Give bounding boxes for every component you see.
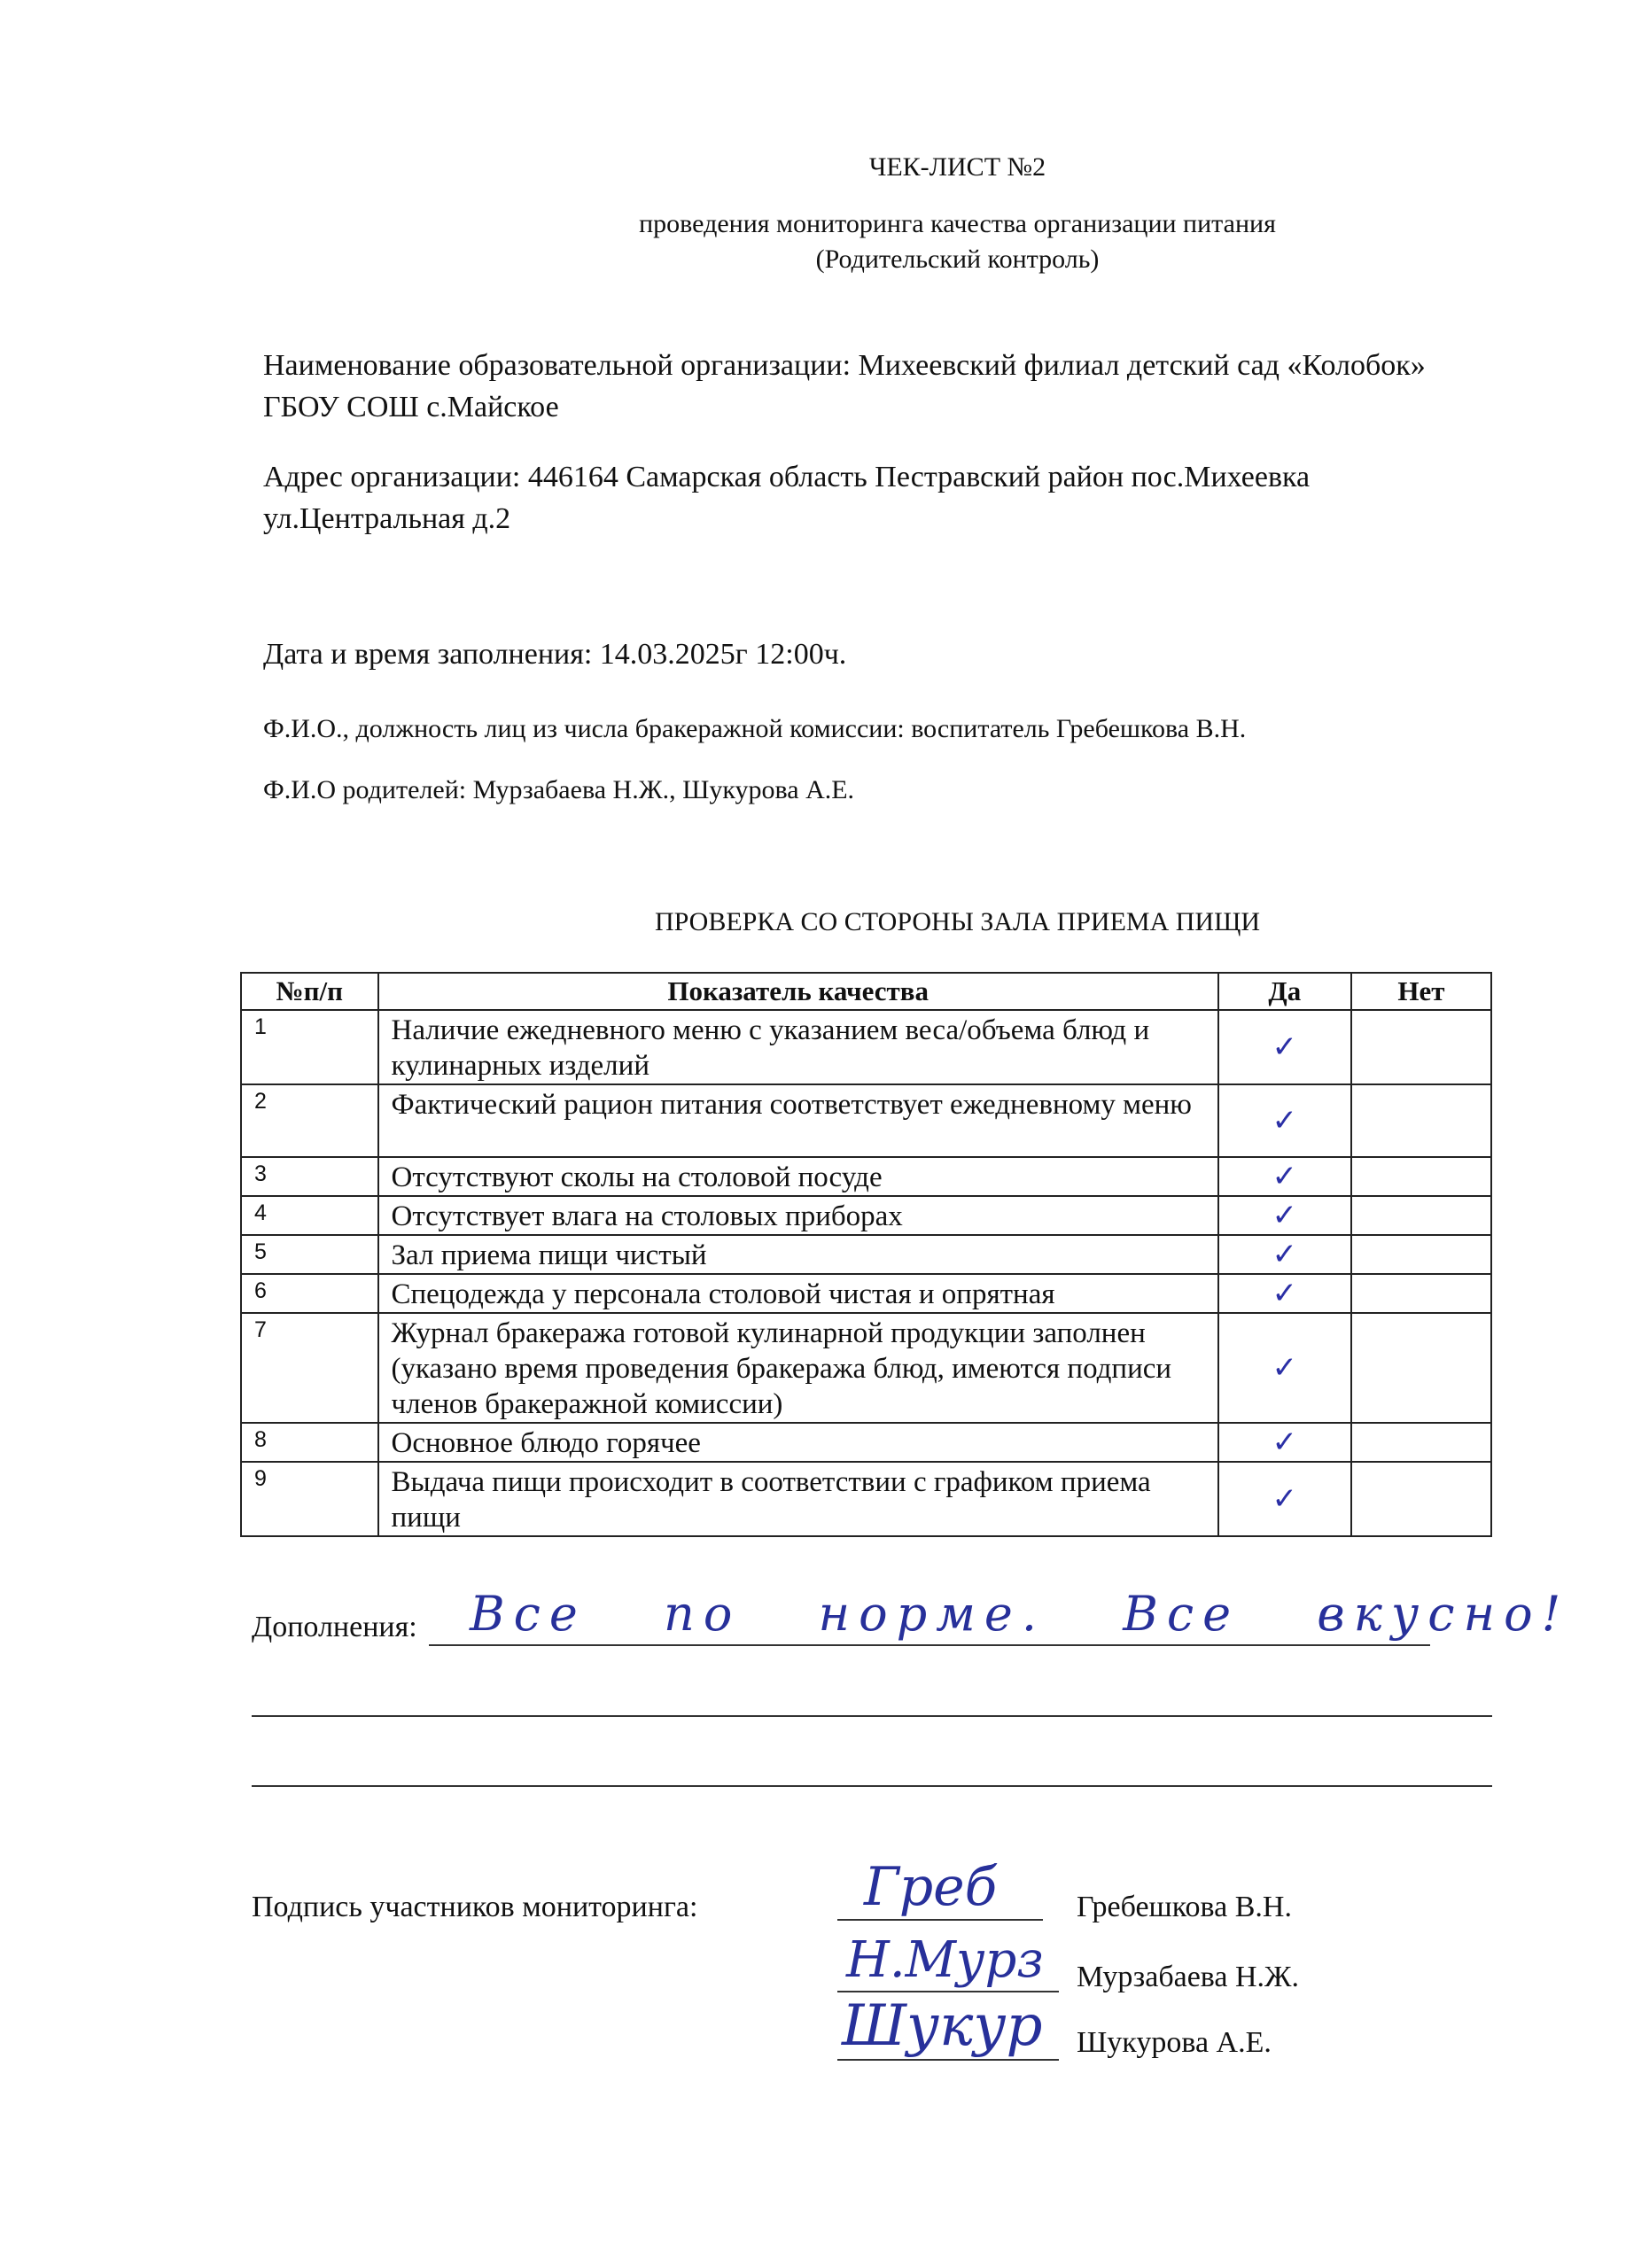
checkmark-icon: ✓ — [1272, 1276, 1298, 1311]
signatory-name-3: Шукурова А.Е. — [1077, 2026, 1272, 2059]
table-row — [241, 1313, 1491, 1423]
no-cell — [1351, 1235, 1491, 1274]
checkmark-icon: ✓ — [1272, 1159, 1298, 1194]
table-header-row — [241, 973, 1491, 1010]
signatures-label: Подпись участников мониторинга: — [252, 1891, 698, 1923]
no-cell — [1351, 1084, 1491, 1157]
table-row — [241, 1423, 1491, 1462]
row-number: 2 — [241, 1084, 378, 1157]
checklist-subtitle: проведения мониторинга качества организации питания — [639, 209, 1276, 238]
row-indicator: Спецодежда у персонала столовой чистая и опрятная — [378, 1274, 1218, 1313]
row-indicator: Отсутствуют сколы на столовой посуде — [378, 1157, 1218, 1196]
yes-cell — [1218, 1423, 1351, 1462]
checkmark-icon: ✓ — [1272, 1481, 1298, 1517]
signatory-name-2: Мурзабаева Н.Ж. — [1077, 1961, 1300, 1993]
commission-members: Ф.И.О., должность лиц из числа бракеражной комиссии: воспитатель Гребешкова В.Н. — [263, 714, 1247, 743]
row-number: 3 — [241, 1157, 378, 1196]
yes-cell — [1218, 1196, 1351, 1235]
row-indicator: Основное блюдо горячее — [378, 1423, 1218, 1462]
no-cell — [1351, 1274, 1491, 1313]
row-number: 4 — [241, 1196, 378, 1235]
additions-line-2 — [252, 1715, 1492, 1717]
checkmark-icon: ✓ — [1272, 1350, 1298, 1386]
checkmark-icon: ✓ — [1272, 1029, 1298, 1065]
yes-cell — [1218, 1462, 1351, 1536]
yes-cell — [1218, 1157, 1351, 1196]
no-cell — [1351, 1423, 1491, 1462]
section-title: ПРОВЕРКА СО СТОРОНЫ ЗАЛА ПРИЕМА ПИЩИ — [654, 907, 1261, 936]
header-indicator: Показатель качества — [378, 973, 1218, 1010]
additions-line-3 — [252, 1785, 1492, 1787]
yes-cell — [1218, 1313, 1351, 1423]
signature-1: Греб — [864, 1856, 998, 1918]
row-number: 6 — [241, 1274, 378, 1313]
fill-datetime: Дата и время заполнения: 14.03.2025г 12:00ч. — [263, 638, 847, 671]
no-cell — [1351, 1462, 1491, 1536]
parents-names: Ф.И.О родителей: Мурзабаева Н.Ж., Шукурова А.Е. — [263, 775, 855, 804]
row-indicator: Выдача пищи происходит в соответствии с графиком приема пищи — [378, 1462, 1218, 1536]
row-indicator: Отсутствует влага на столовых приборах — [378, 1196, 1218, 1235]
yes-cell — [1218, 1010, 1351, 1084]
header-number: №п/п — [241, 973, 378, 1010]
checklist-title: ЧЕК-ЛИСТ №2 — [868, 152, 1046, 182]
no-cell — [1351, 1313, 1491, 1423]
row-number: 8 — [241, 1423, 378, 1462]
no-cell — [1351, 1010, 1491, 1084]
checklist-table — [240, 972, 1492, 1537]
row-number: 7 — [241, 1313, 378, 1423]
signature-line-2 — [837, 1991, 1059, 1992]
signature-line-3 — [837, 2059, 1059, 2061]
row-indicator: Наличие ежедневного меню с указанием веса/объема блюд и кулинарных изделий — [378, 1010, 1218, 1084]
no-cell — [1351, 1196, 1491, 1235]
table-row — [241, 1462, 1491, 1536]
table-row — [241, 1196, 1491, 1235]
checkmark-icon: ✓ — [1272, 1237, 1298, 1272]
checkmark-icon: ✓ — [1272, 1103, 1298, 1138]
yes-cell — [1218, 1084, 1351, 1157]
table-row — [241, 1235, 1491, 1274]
row-number: 5 — [241, 1235, 378, 1274]
row-number: 9 — [241, 1462, 378, 1536]
org-name-line-2: ГБОУ СОШ с.Майское — [263, 391, 559, 423]
checkmark-icon: ✓ — [1272, 1425, 1298, 1460]
row-indicator: Фактический рацион питания соответствует ежедневному меню — [378, 1084, 1218, 1157]
yes-cell — [1218, 1274, 1351, 1313]
signature-3: Шукур — [842, 1993, 1043, 2059]
no-cell — [1351, 1157, 1491, 1196]
row-indicator: Зал приема пищи чистый — [378, 1235, 1218, 1274]
table-row — [241, 1010, 1491, 1084]
checkmark-icon: ✓ — [1272, 1198, 1298, 1233]
additions-line-1 — [429, 1644, 1430, 1646]
row-indicator: Журнал бракеража готовой кулинарной продукции заполнен (указано время проведения бракеража блюд, имеются подписи членов бракеражной комиссии) — [378, 1313, 1218, 1423]
signatory-name-1: Гребешкова В.Н. — [1077, 1891, 1292, 1923]
checklist-subtitle-2: (Родительский контроль) — [815, 245, 1100, 274]
org-name-line-1: Наименование образовательной организации: Михеевский филиал детский сад «Колобок» — [263, 349, 1426, 382]
header-no: Нет — [1351, 973, 1491, 1010]
additions-label: Дополнения: — [252, 1611, 417, 1643]
signature-line-1 — [837, 1919, 1043, 1921]
table-row — [241, 1084, 1491, 1157]
table-row — [241, 1157, 1491, 1196]
org-address-line-2: ул.Центральная д.2 — [263, 502, 511, 535]
additions-handwritten-text: Все по норме. Все вкусно! — [470, 1586, 1570, 1642]
table-row — [241, 1274, 1491, 1313]
org-address-line-1: Адрес организации: 446164 Самарская область Пестравский район пос.Михеевка — [263, 461, 1311, 493]
row-number: 1 — [241, 1010, 378, 1084]
yes-cell — [1218, 1235, 1351, 1274]
signature-2: Н.Мурз — [846, 1931, 1044, 1989]
header-yes: Да — [1218, 973, 1351, 1010]
